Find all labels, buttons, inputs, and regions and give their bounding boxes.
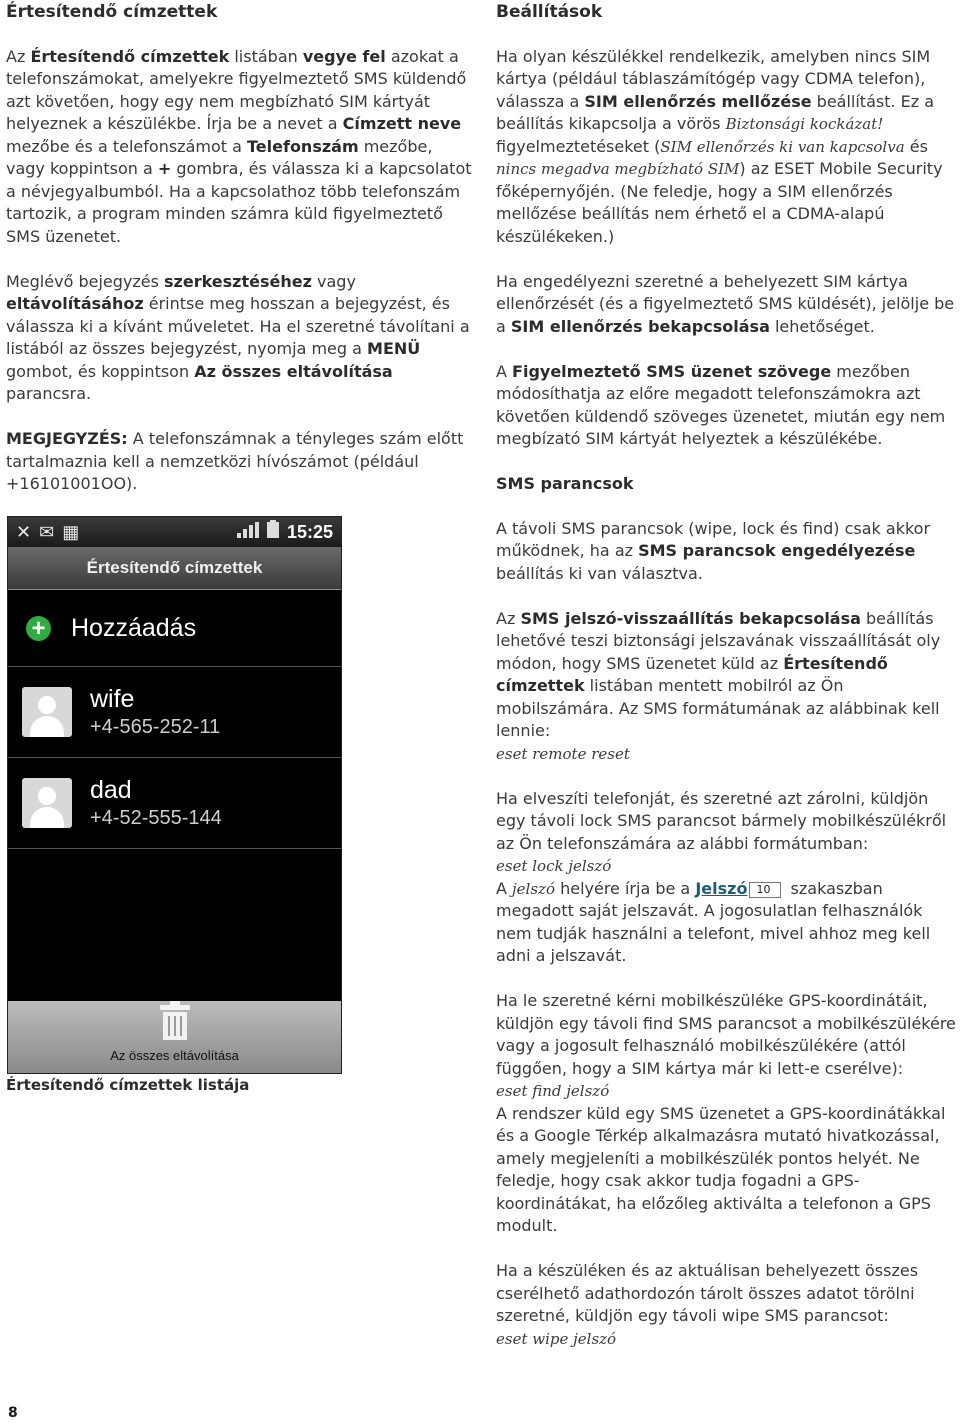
section-title-notify-recipients: Értesítendő címzettek: [6, 2, 218, 22]
command-find: eset find jelszó: [496, 1082, 610, 1100]
contact-row-dad[interactable]: [8, 758, 341, 849]
paragraph-alert-text: A Figyelmeztető SMS üzenet szövege mezőben módosíthatja az előre megadott telefonszámokra azt követően küldendő szöveges üzenetet, miután egy nem megbízató SIM kártyát helyeztek a készülékébe.: [496, 361, 946, 448]
page-number: 8: [8, 1405, 18, 1421]
paragraph-skip-sim-check: Ha olyan készülékkel rendelkezik, amelyben nincs SIM kártya (például táblaszámítógép vagy CDMA telefon), válassza a SIM ellenőrzés mellőzése beállítást. Ez a beállítás kikapcsolja a vörös Biztonsági kockázat! figyelmeztetéseket (SIM ellenőrzés ki van kapcsolva és nincs megadva megbízható SIM) az ESET Mobile Security főképernyőjén. (Ne feledje, hogy a SIM ellenőrzés mellőzése beállítás nem érhető el a CDMA-alapú készülékeken.): [496, 46, 943, 246]
signal-icon: [237, 521, 259, 544]
paragraph-sms-commands: A távoli SMS parancsok (wipe, lock és find) csak akkor működnek, ha az SMS parancsok engedélyezése beállítás ki van választva.: [496, 518, 931, 583]
command-wipe: eset wipe jelszó: [496, 1329, 617, 1348]
password-section-link[interactable]: Jelszó: [695, 878, 748, 898]
right-column: [496, 0, 960, 1350]
mail-icon: ✉: [39, 521, 55, 542]
paragraph-enable-sim-check: Ha engedélyezni szeretné a behelyezett SIM kártya ellenőrzését (és a figyelmeztető SMS küldését), jelölje be a SIM ellenőrzés bekapcsolása lehetőséget.: [496, 271, 955, 336]
paragraph-edit-remove: Meglévő bejegyzés szerkesztéséhez vagy eltávolításához érintse meg hosszan a bejegyzést, és válassza ki a kívánt műveletet. Ha el szeretné távolítani a listából az összes bejegyzést, nyomja meg a MENÜ gombot, és koppintson Az összes eltávolítása parancsra.: [6, 271, 470, 403]
contact-name: wife: [90, 685, 135, 713]
screen-title: Értesítendő címzettek: [8, 547, 341, 590]
paragraph-password-reset: Az SMS jelszó-visszaállítás bekapcsolása beállítás lehetővé teszi biztonsági jelszavának visszaállítását oly módon, hogy SMS üzenetet küld az Értesítendő címzettek listában mentett mobilról az Ön mobilszámára. Az SMS formátumának az alábbinak kell lennie: eset remote reset: [496, 608, 941, 763]
remove-all-button[interactable]: [8, 1001, 341, 1073]
left-column: [6, 0, 474, 496]
status-bar: [8, 517, 341, 547]
phone-screenshot: [7, 516, 342, 1074]
paragraph-add-recipients: Az Értesítendő címzettek listában vegye fel azokat a telefonszámokat, amelyekre figyelmeztető SMS küldendő azt követően, hogy egy nem megbízható SIM kártyát helyeznek a készülékbe. Írja be a nevet a Címzett neve mezőbe és a telefonszámot a Telefonszám mezőbe, vagy koppintson a + gombra, és válassza ki a kapcsolatot a névjegyalbumból. Ha a kapcsolathoz több telefonszám tartozik, a program minden számra küld figyelmeztető SMS üzenetet.: [6, 46, 472, 246]
battery-icon: [267, 520, 279, 544]
contact-name: dad: [90, 776, 132, 804]
remove-all-label: Az összes eltávolítása: [110, 1047, 239, 1063]
contact-avatar-icon: [22, 687, 72, 737]
section-title-settings: Beállítások: [496, 2, 603, 22]
trash-icon: [160, 1001, 190, 1041]
contact-avatar-icon: [22, 778, 72, 828]
add-recipient-label: Hozzáadás: [71, 613, 197, 642]
contact-number: +4-52-555-144: [90, 807, 222, 829]
missed-call-icon: ✕: [16, 521, 32, 542]
notification-icon: ▦: [62, 521, 80, 542]
figure-caption: Értesítendő címzettek listája: [6, 1076, 250, 1094]
plus-icon: +: [26, 616, 51, 641]
command-lock: eset lock jelszó: [496, 857, 612, 875]
section-title-sms-commands: SMS parancsok: [496, 474, 634, 493]
contact-number: +4-565-252-11: [90, 716, 221, 738]
page-reference-badge[interactable]: 10: [749, 882, 781, 898]
paragraph-note: MEGJEGYZÉS: A telefonszámnak a tényleges szám előtt tartalmaznia kell a nemzetközi hívószámot (például +16101001OO).: [6, 429, 464, 493]
paragraph-lock: Ha elveszíti telefonját, és szeretné azt zárolni, küldjön egy távoli lock SMS parancsot bármely mobilkészülékről az Ön telefonszámára az alábbi formátumban: eset lock jelszó A jelszó helyére írja be a Jelszó 10 szakaszban megadott saját jelszavát. A jogosulatlan felhasználók nem tudják használni a telefont, mivel ahhoz meg kell adni a jelszavát.: [496, 788, 947, 965]
status-clock: 15:25: [286, 521, 333, 542]
paragraph-wipe: Ha a készüléken és az aktuálisan behelyezett összes cserélhető adathordozón tárolt összes adatot törölni szeretné, küldjön egy távoli wipe SMS parancsot: eset wipe jelszó: [496, 1261, 919, 1348]
contact-row-wife[interactable]: [8, 667, 341, 758]
command-remote-reset: eset remote reset: [496, 744, 630, 763]
paragraph-find: Ha le szeretné kérni mobilkészüléke GPS-koordinátáit, küldjön egy távoli find SMS parancsot a mobilkészülékére vagy a jogosult felhasználó mobilkészülékére (attól függően, hogy a SIM kártya már ki lett-e cserélve): eset find jelszó A rendszer küld egy SMS üzenetet a GPS-koordinátákkal és a Google Térkép alkalmazásra mutató hivatkozással, amely megjeleníti a mobilkészülék pontos helyét. Ne feledje, hogy csak akkor tudja fogadni a GPS-koordinátákat, ha előzőleg aktiválta a telefonon a GPS modult.: [496, 991, 956, 1235]
add-recipient-button[interactable]: [8, 590, 341, 667]
